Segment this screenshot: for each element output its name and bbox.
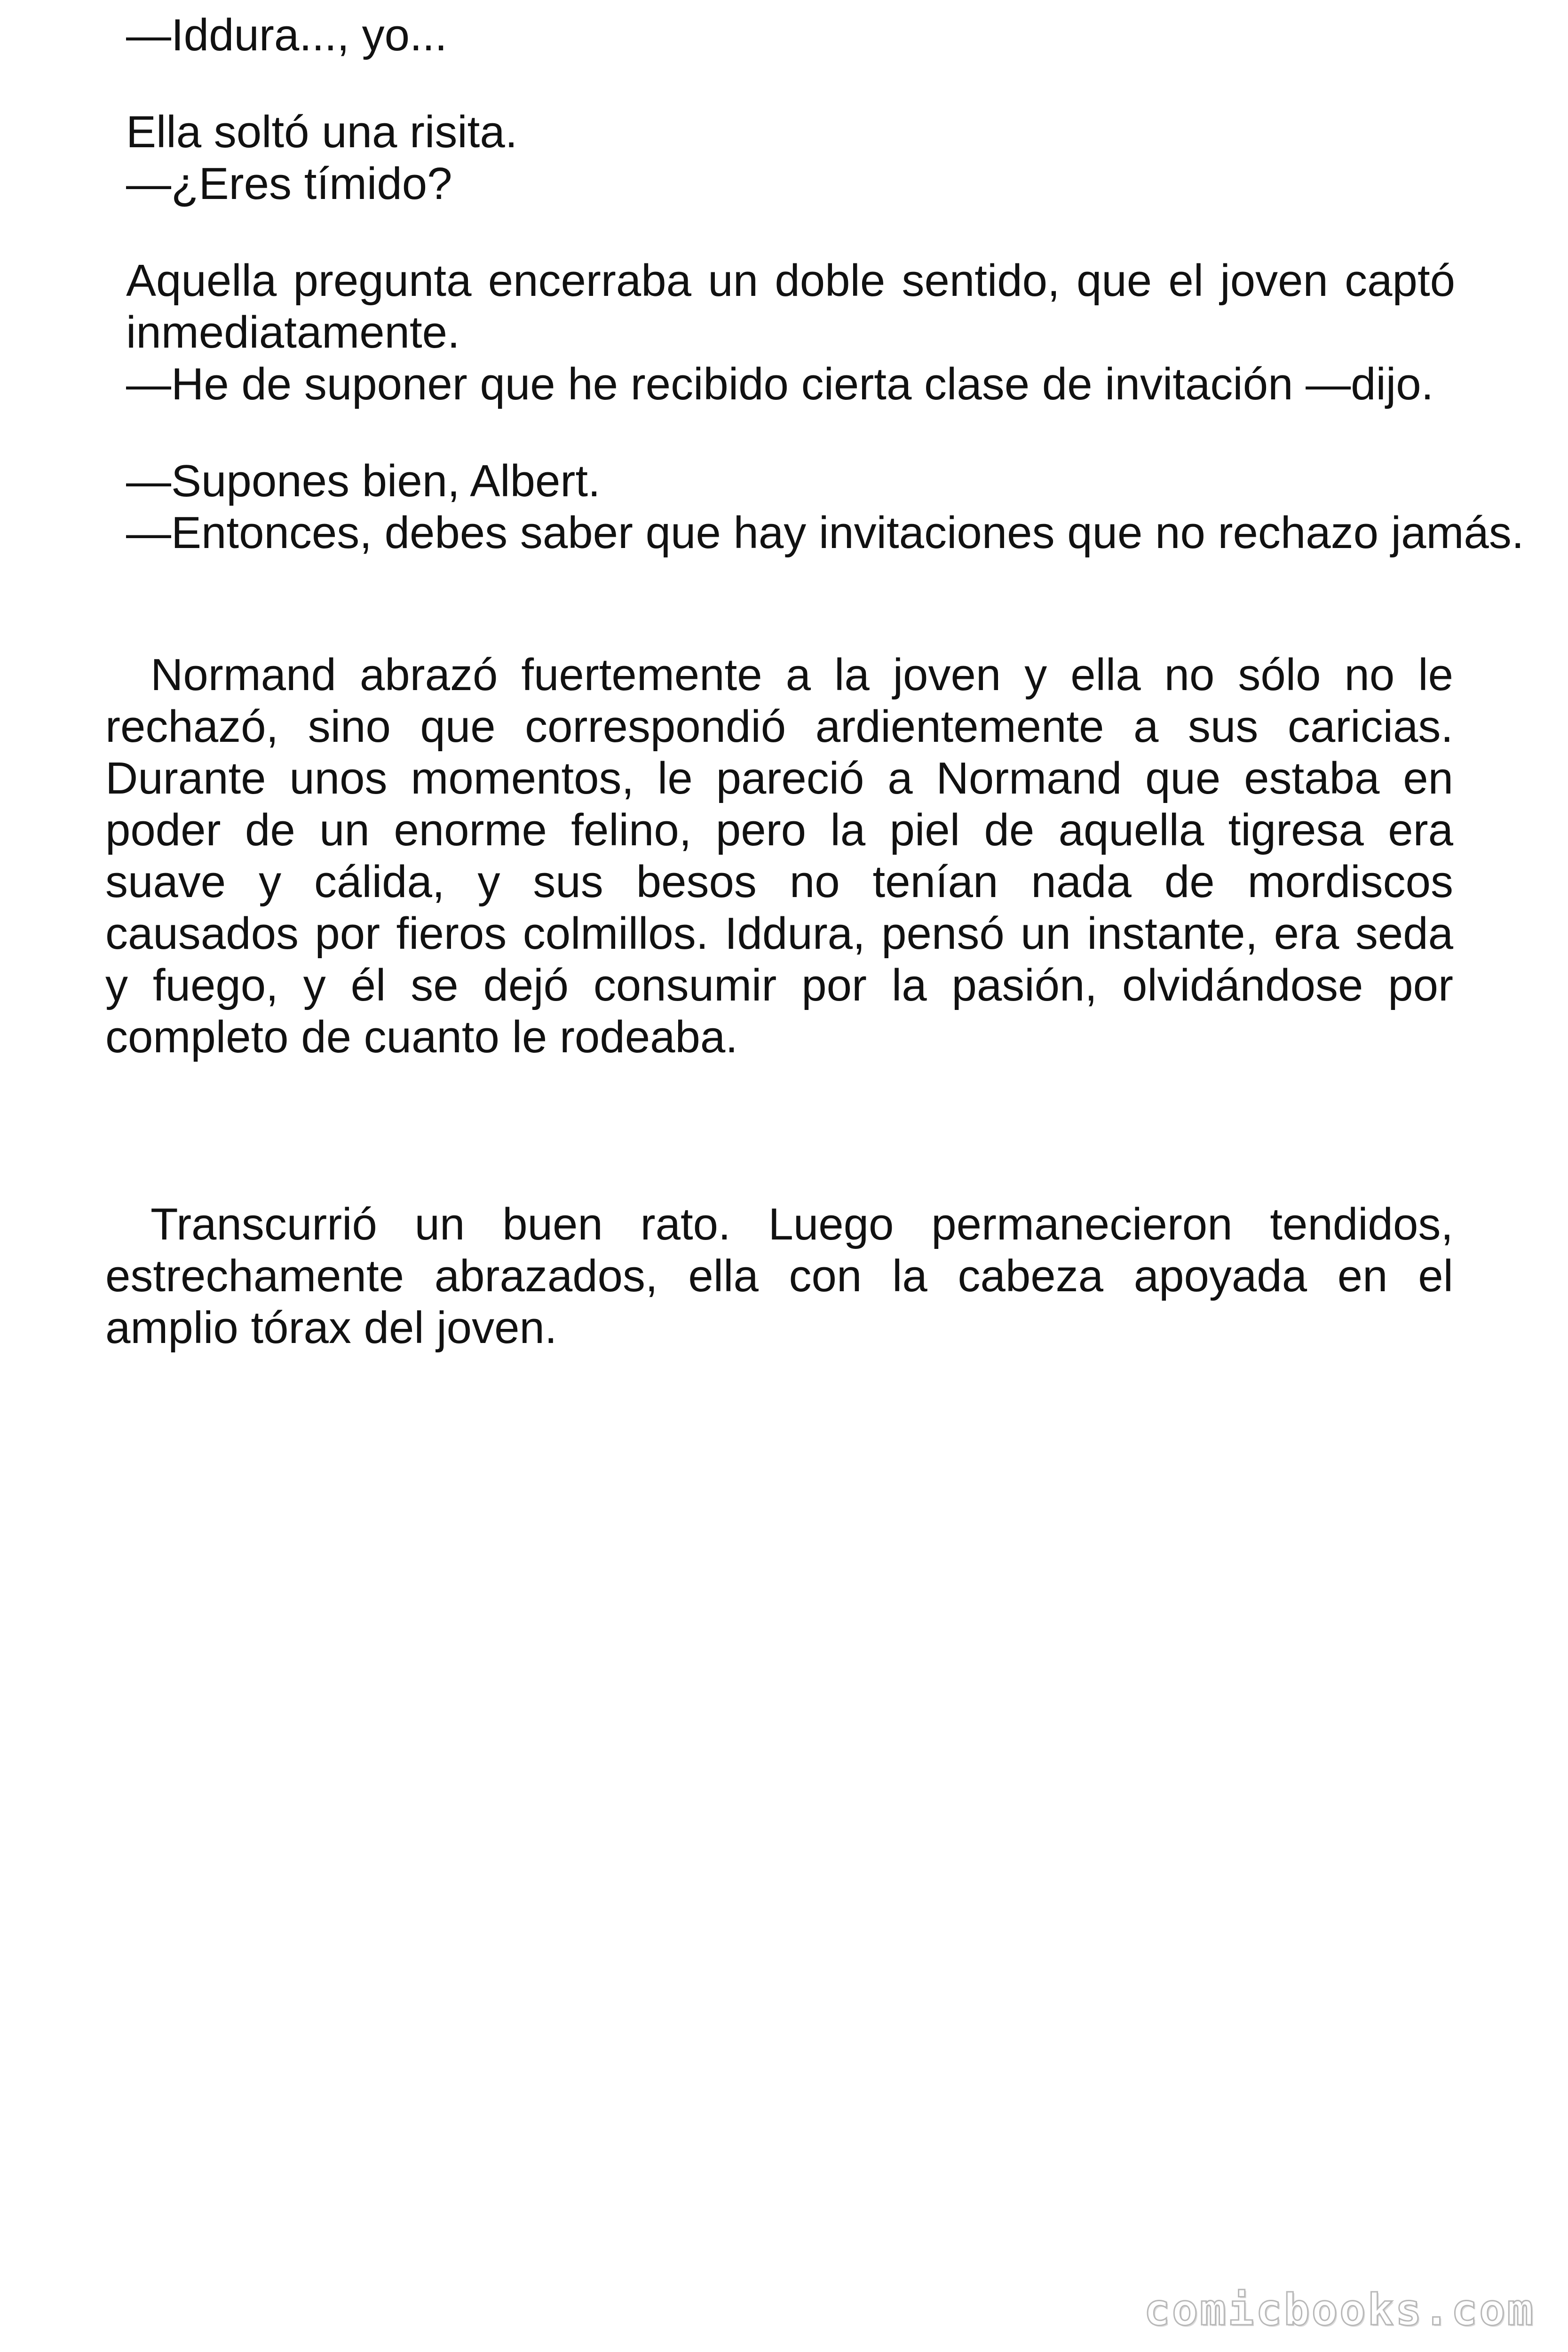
paragraph-gap <box>0 559 1568 604</box>
dialog-line: —¿Eres tímido? <box>126 159 452 209</box>
dialog-line: Ella soltó una risita. <box>126 107 518 157</box>
document-body <box>0 9 1568 1399</box>
watermark-logo: comicbooks.com <box>1144 2285 1535 2335</box>
paragraph-gap <box>0 410 1568 455</box>
dialog-line: —He de suponer que he recibido cierta clase de invitación —dijo. <box>126 359 1434 409</box>
paragraph-gap <box>0 210 1568 255</box>
dialog-line: —Supones bien, Albert. <box>126 456 601 506</box>
dialog-line: —Entonces, debes saber que hay invitaciones que no rechazo jamás. <box>126 508 1524 558</box>
dialog-line: Aquella pregunta encerraba un doble sentido, que el joven captó <box>126 255 1455 306</box>
dialog-line: —Iddura..., yo... <box>126 10 447 60</box>
dialog-line: inmediatamente. <box>126 307 460 358</box>
narrative-paragraph: Transcurrió un buen rato. Luego permanecieron tendidos, estrechamente abrazados, ella con la cabeza apoyada en el amplio tórax del joven. <box>105 1199 1453 1353</box>
narrative-paragraph: Normand abrazó fuertemente a la joven y ella no sólo no le rechazó, sino que correspondió ardientemente a sus caricias. Durante unos momentos, le pareció a Normand que estaba en poder de un enorme felino, pero la piel de aquella tigresa era suave y cálida, y sus besos no tenían nada de mordiscos causados por fieros colmillos. Iddura, pensó un instante, era seda y fuego, y él se dejó consumir por la pasión, olvidándose por completo de cuanto le rodeaba. <box>105 650 1453 1062</box>
paragraph-gap <box>0 61 1568 106</box>
paragraph-gap <box>0 1108 1568 1153</box>
